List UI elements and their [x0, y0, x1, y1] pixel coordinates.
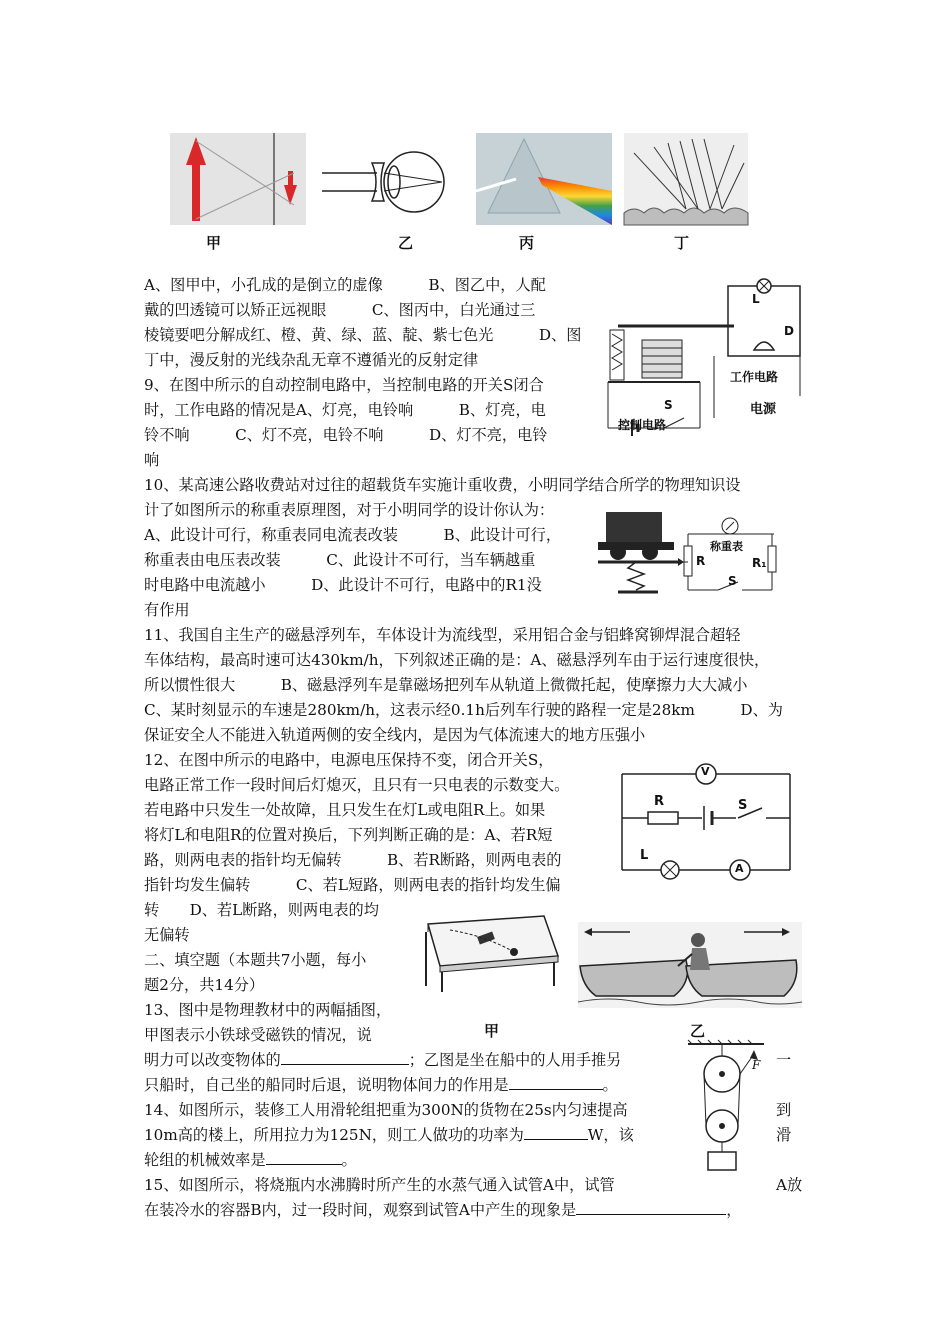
- figure-diffuse: [624, 133, 748, 225]
- scale-r-label: R: [696, 554, 706, 568]
- pinhole-diagram: [170, 133, 306, 225]
- figure-circuit-12: [618, 758, 794, 882]
- circuit12-ammeter-label: A: [735, 862, 744, 875]
- q15-line-2: [144, 1198, 741, 1223]
- relay-bell-label: D: [784, 324, 794, 338]
- q13-line-2: 甲图表示小铁球受磁铁的情况，说: [144, 1026, 372, 1044]
- q14-text-b: W，该: [587, 1126, 634, 1144]
- figure-13-magnet-table: [416, 906, 562, 992]
- figure-prism: [476, 133, 612, 225]
- eye-lens-diagram: [322, 135, 450, 227]
- q9-line-4: 响: [144, 451, 160, 469]
- q12-line-5: 路，则两电表的指针均无偏转 B、若R断路，则两电表的: [144, 851, 562, 869]
- q10-line-3: A、此设计可行，称重表同电流表改装 B、此设计可行，: [144, 526, 562, 544]
- q14-line-1: 14、如图所示，装修工人用滑轮组把重为300N的货物在25s内匀速提高: [144, 1101, 628, 1119]
- q8-line-2: 戴的凹透镜可以矫正远视眼 C、图丙中，白光通过三: [144, 301, 536, 319]
- q13-line-4: [144, 1073, 618, 1098]
- q9-line-3: 铃不响 C、灯不亮，电铃不响 D、灯不亮，电铃: [144, 426, 548, 444]
- q11-line-3: 所以惯性很大 B、磁悬浮列车是靠磁场把列车从轨道上微微托起，使摩擦力大大减小: [144, 676, 748, 694]
- circuit12-lamp-label: L: [640, 848, 649, 863]
- q10-line-1: 10、某高速公路收费站对过往的超载货车实施计重收费，小明同学结合所学的物理知识设: [144, 476, 741, 494]
- q12-line-8: 无偏转: [144, 926, 190, 944]
- q13-text-d: 。: [602, 1076, 618, 1094]
- q10-line-4: 称重表由电压表改装 C、此设计不可行，当车辆越重: [144, 551, 536, 569]
- q11-line-5: 保证安全人不能进入轨道两侧的安全线内，是因为气体流速大的地方压强小: [144, 726, 646, 744]
- caption-jia: 甲: [206, 234, 222, 252]
- q10-line-6: 有作用: [144, 601, 190, 619]
- figure-weighing-scale: [598, 506, 798, 606]
- figure-eye: [322, 135, 450, 227]
- q8-line-3: 棱镜要吧分解成红、橙、黄、绿、蓝、靛、紫七色光 D、图: [144, 326, 582, 344]
- diffuse-reflection-diagram: [624, 133, 748, 225]
- q15-text-a: 在装冷水的容器B内，过一段时间，观察到试管A中产生的现象是: [144, 1201, 577, 1219]
- q14-text-d: 。: [341, 1151, 357, 1169]
- q9-line-1: 9、在图中所示的自动控制电路中，当控制电路的开关S闭合: [144, 376, 544, 394]
- prism-diagram: [476, 133, 612, 225]
- figure-relay-circuit: [604, 278, 804, 434]
- figure-pinhole: [170, 133, 306, 225]
- figure-13-boats: [578, 922, 802, 1008]
- q11-line-1: 11、我国自主生产的磁悬浮列车，车体设计为流线型，采用铝合金与铝蜂窝铆焊混合超轻: [144, 626, 741, 644]
- q12-line-1: 12、在图中所示的电路中，电源电压保持不变，闭合开关S，: [144, 751, 554, 769]
- circuit12-voltmeter-label: V: [701, 765, 710, 778]
- relay-switch-label: S: [664, 398, 673, 412]
- scale-switch-label: S: [728, 574, 737, 588]
- q9-line-2: 时，工作电路的情况是A、灯亮，电铃响 B、灯亮，电: [144, 401, 546, 419]
- fig13-caption-right: 乙: [690, 1022, 706, 1040]
- relay-lamp-label: L: [752, 292, 760, 306]
- caption-bing: 丙: [519, 234, 535, 252]
- q14-blank-2[interactable]: [266, 1150, 342, 1165]
- q10-line-2: 计了如图所示的称重表原理图，对于小明同学的设计你认为：: [144, 501, 555, 519]
- q14-text-c: 轮组的机械效率是: [144, 1151, 266, 1169]
- q15-text-b: ，: [726, 1201, 742, 1219]
- q13-line-3: [144, 1048, 621, 1073]
- q15-line-1-tail: A放: [776, 1176, 803, 1194]
- section2-line-2: 题2分，共14分）: [144, 976, 265, 994]
- magnet-table-drawing: [416, 906, 562, 992]
- figure-pulley: [688, 1040, 764, 1174]
- q14-line-2: [144, 1123, 634, 1148]
- q13-blank-2[interactable]: [509, 1075, 603, 1090]
- q15-blank-1[interactable]: [576, 1200, 726, 1215]
- q14-line-1-tail: 到: [776, 1101, 792, 1119]
- fig13-caption-left: 甲: [484, 1022, 500, 1040]
- q12-line-6: 指针均发生偏转 C、若L短路，则两电表的指针均发生偏: [144, 876, 561, 894]
- caption-ding: 丁: [674, 234, 690, 252]
- relay-control-circuit-label: 控制电路: [618, 418, 667, 432]
- q8-line-4: 丁中，漫反射的光线杂乱无章不遵循光的反射定律: [144, 351, 479, 369]
- q8-line-1: A、图甲中，小孔成的是倒立的虚像 B、图乙中，人配: [144, 276, 546, 294]
- scale-meter-label: 称重表: [710, 540, 743, 553]
- circuit12-resistor-label: R: [654, 794, 665, 809]
- q12-line-7: 转 D、若L断路，则两电表的均: [144, 901, 379, 919]
- q13-text-a: 明力可以改变物体的: [144, 1051, 281, 1069]
- scale-r1-label: R₁: [752, 556, 767, 570]
- q13-line-3-tail: 一: [776, 1051, 792, 1069]
- q13-text-c: 只船时，自己坐的船同时后退，说明物体间力的作用是: [144, 1076, 509, 1094]
- circuit12-switch-label: S: [738, 798, 748, 813]
- q12-line-2: 电路正常工作一段时间后灯熄灭，且只有一只电表的示数变大。: [144, 776, 570, 794]
- caption-yi: 乙: [398, 234, 414, 252]
- q14-line-3: [144, 1148, 357, 1173]
- q13-line-1: 13、图中是物理教材中的两幅插图，: [144, 1001, 392, 1019]
- q11-line-4: C、某时刻显示的车速是280km/h，这表示经0.1h后列车行驶的路程一定是28km D、为: [144, 701, 783, 719]
- q14-blank-1[interactable]: [524, 1125, 588, 1140]
- q13-blank-1[interactable]: [281, 1050, 409, 1065]
- q14-text-a: 10m高的楼上，所用拉力为125N，则工人做功的功率为: [144, 1126, 524, 1144]
- q15-line-1: 15、如图所示，将烧瓶内水沸腾时所产生的水蒸气通入试管A中，试管: [144, 1176, 615, 1194]
- q11-line-2: 车体结构，最高时速可达430km/h，下列叙述正确的是：A、磁悬浮列车由于运行速度很快，: [144, 651, 770, 669]
- relay-power-label: 电源: [750, 402, 777, 417]
- section2-line-1: 二、填空题（本题共7小题，每小: [144, 951, 367, 969]
- q12-line-3: 若电路中只发生一处故障，且只发生在灯L或电阻R上。如果: [144, 801, 546, 819]
- q10-line-5: 时电路中电流越小 D、此设计不可行，电路中的R1没: [144, 576, 542, 594]
- q14-line-2-tail: 滑: [776, 1126, 792, 1144]
- q12-line-4: 将灯L和电阻R的位置对换后，下列判断正确的是：A、若R短: [144, 826, 553, 844]
- pulley-force-label: F: [752, 1058, 761, 1072]
- q13-text-b: ；乙图是坐在船中的人用手推另: [408, 1051, 622, 1069]
- relay-work-circuit-label: 工作电路: [730, 370, 779, 384]
- boats-drawing: [578, 922, 802, 1008]
